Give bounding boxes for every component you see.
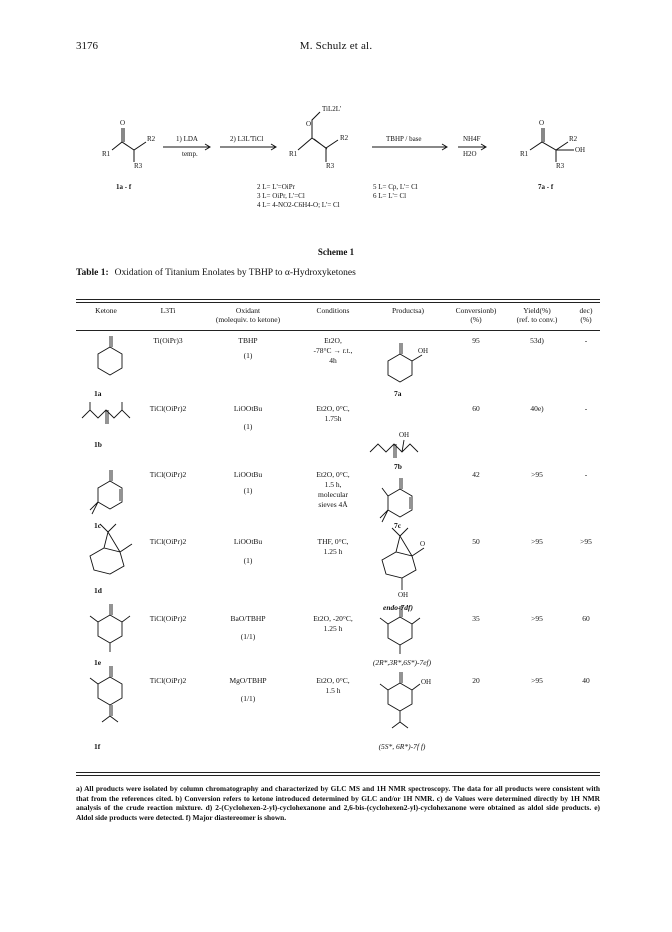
ligand-2: 2 L= L'=OiPr [257, 183, 295, 191]
structure-7d-o: O [420, 540, 426, 548]
row-1b-equiv: (1) [243, 422, 253, 431]
row-1a-cond-3: 4h [329, 356, 337, 365]
structure-7e [380, 606, 420, 654]
table-footnote: a) All products were isolated by column chromatography and characterized by GLC MS and 1H NMR spectroscopy. The data for all products were consistent with that from the references cited. b) Conversion refers to ketone introduced determined by GLC and/or 1H NMR. c) de Values were determined directly by 1H NMR analysis of the crude reaction mixture. d) 2-(Cyclohexen-2-yl)-cyclohexanone and 2,6-bis-(cyclohexen2-yl)-cyclohexanone were obtained as aldol side products. e) Aldol side products were detected. f) Major diastereomer is shown. [76, 784, 600, 822]
row-1f-product: (5S*, 6R*)-7f f) [378, 742, 426, 751]
enolate-o: O [306, 120, 312, 128]
row-1e-ti: TiCl(OiPr)2 [149, 614, 187, 623]
row-1c-equiv: (1) [243, 486, 253, 495]
row-1e-product: (2R*,3R*,6S*)-7ef) [372, 658, 432, 667]
product-r2: R2 [569, 135, 578, 143]
step-4-label: NH4F [463, 135, 481, 143]
page-number: 3176 [76, 40, 98, 52]
row-1d-product: endo-7df) [383, 603, 413, 612]
row-1d-oxidant: LiOOtBu [233, 537, 263, 546]
row-1a-ketone: 1a [94, 389, 102, 398]
step-1-label: 1) LDA [176, 135, 198, 143]
row-1f-ti: TiCl(OiPr)2 [149, 676, 187, 685]
row-1a-conversion: 95 [472, 336, 480, 345]
row-1e-cond-2: 1.25 h [323, 624, 343, 633]
start-r2: R2 [147, 135, 156, 143]
header-de: dec) [579, 306, 593, 315]
row-1e-oxidant: BaO/TBHP [230, 614, 266, 623]
scheme-title: Scheme 1 [317, 247, 355, 257]
structure-1d [90, 524, 132, 574]
row-1a-equiv: (1) [243, 351, 253, 360]
row-1d-yield: >95 [531, 537, 543, 546]
structure-1a [98, 336, 122, 375]
row-1b-yield: 40e) [530, 404, 544, 413]
row-1e-yield: >95 [531, 614, 543, 623]
row-1d-equiv: (1) [243, 556, 253, 565]
row-1a-cond-2: -78°C → r.t., [313, 346, 353, 355]
row-1e-ketone: 1e [94, 658, 102, 667]
structure-1f [90, 666, 122, 722]
row-1a-yield: 53d) [530, 336, 544, 345]
row-1c-de: - [584, 470, 588, 479]
ligand-6: 6 L= L'= Cl [373, 192, 407, 200]
row-1d-cond-2: 1.25 h [323, 547, 343, 556]
start-r3: R3 [134, 162, 143, 170]
enolate-r2: R2 [340, 134, 349, 142]
step-4-sublabel: H2O [463, 150, 477, 158]
header-yield-sub: (ref. to conv.) [516, 315, 558, 324]
row-1c-yield: >95 [531, 470, 543, 479]
product-r3: R3 [556, 162, 565, 170]
product-label: 7a - f [538, 183, 554, 191]
running-head-authors: M. Schulz et al. [299, 40, 373, 52]
structure-1c [90, 470, 122, 514]
product-r1: R1 [520, 150, 529, 158]
header-conversion: Conversionb) [455, 306, 497, 315]
row-1a-ti: Ti(OiPr)3 [153, 336, 183, 345]
ligand-3: 3 L= OiPr, L'=Cl [257, 192, 305, 200]
structure-7d-oh: OH [398, 591, 409, 599]
row-1c-cond-4: sieves 4Å [318, 500, 348, 509]
row-1c-oxidant: LiOOtBu [233, 470, 263, 479]
row-1c-cond-3: molecular [318, 490, 348, 499]
row-1d-ti: TiCl(OiPr)2 [149, 537, 187, 546]
row-1e-equiv: (1/1) [240, 632, 256, 641]
header-conversion-sub: (%) [470, 315, 482, 324]
header-yield: Yield(%) [523, 306, 551, 315]
table-caption-text: Oxidation of Titanium Enolates by TBHP to α-Hydroxyketones [114, 268, 356, 278]
row-1d-ketone: 1d [94, 586, 102, 595]
row-1f-oxidant: MgO/TBHP [229, 676, 267, 685]
enolate-r3: R3 [326, 162, 335, 170]
structure-7b-oh: OH [399, 431, 410, 439]
row-1b-product: 7b [394, 462, 402, 471]
structure-7f [380, 672, 420, 728]
row-1d-de: >95 [580, 537, 592, 546]
ligand-5: 5 L= Cp, L'= Cl [373, 183, 418, 191]
row-1f-cond-2: 1.5 h [325, 686, 341, 695]
enolate-r1: R1 [289, 150, 298, 158]
row-1c-ketone: 1c [94, 521, 102, 530]
row-1d-cond-1: THF, 0°C, [317, 537, 349, 546]
row-1f-cond-1: Et2O, 0°C, [316, 676, 350, 685]
header-ti: L3Ti [160, 306, 176, 315]
row-1c-cond-2: 1.5 h, [324, 480, 342, 489]
row-1c-cond-1: Et2O, 0°C, [316, 470, 350, 479]
row-1c-product: 7c [394, 521, 402, 530]
row-1b-oxidant: LiOOtBu [233, 404, 263, 413]
row-1f-ketone: 1f [94, 742, 101, 751]
header-oxidant: Oxidant [235, 306, 261, 315]
header-ketone: Ketone [95, 306, 117, 315]
row-1c-ti: TiCl(OiPr)2 [149, 470, 187, 479]
structure-7b [370, 440, 418, 458]
step-1-sublabel: temp. [182, 150, 198, 158]
row-1a-product: 7a [394, 389, 402, 398]
row-1e-de: 60 [582, 614, 590, 623]
row-1b-conversion: 60 [472, 404, 480, 413]
structure-7c [380, 478, 412, 522]
step-3-label: TBHP / base [386, 135, 422, 143]
start-r1: R1 [102, 150, 111, 158]
row-1f-equiv: (1/1) [240, 694, 256, 703]
step-2-label: 2) L3L'TiCl [230, 135, 264, 143]
structure-7d [382, 528, 424, 590]
row-1e-conversion: 35 [472, 614, 480, 623]
row-1d-conversion: 50 [472, 537, 480, 546]
row-1b-cond-1: Et2O, 0°C, [316, 404, 350, 413]
header-oxidant-sub: (molequiv. to ketone) [215, 315, 281, 324]
row-1f-de: 40 [582, 676, 590, 685]
row-1b-de: - [584, 404, 588, 413]
structure-1b [82, 402, 130, 424]
structure-7a-oh: OH [418, 347, 429, 355]
row-1a-de: - [584, 336, 588, 345]
start-label: 1a - f [116, 183, 132, 191]
product-oh: OH [575, 146, 586, 154]
row-1f-conversion: 20 [472, 676, 480, 685]
row-1b-cond-2: 1.75h [324, 414, 342, 423]
product-o: O [539, 119, 545, 127]
row-1b-ti: TiCl(OiPr)2 [149, 404, 187, 413]
row-1f-yield: >95 [531, 676, 543, 685]
row-1a-cond-1: Et2O, [324, 336, 342, 345]
table-caption-label: Table 1: [76, 268, 109, 278]
row-1b-ketone: 1b [94, 440, 102, 449]
ligand-4: 4 L= 4-NO2-C6H4-O; L'= Cl [257, 201, 340, 209]
row-1e-cond-1: Et2O, -20°C, [313, 614, 353, 623]
structure-7a [388, 343, 422, 382]
row-1c-conversion: 42 [472, 470, 480, 479]
structure-1e [90, 604, 130, 652]
header-de-sub: (%) [580, 315, 592, 324]
start-o: O [120, 119, 126, 127]
enolate-ti: TiL2L' [322, 105, 342, 113]
header-products: Productsa) [391, 306, 425, 315]
row-1a-oxidant: TBHP [238, 336, 258, 345]
structure-7f-oh: OH [421, 678, 432, 686]
header-conditions: Conditions [316, 306, 350, 315]
